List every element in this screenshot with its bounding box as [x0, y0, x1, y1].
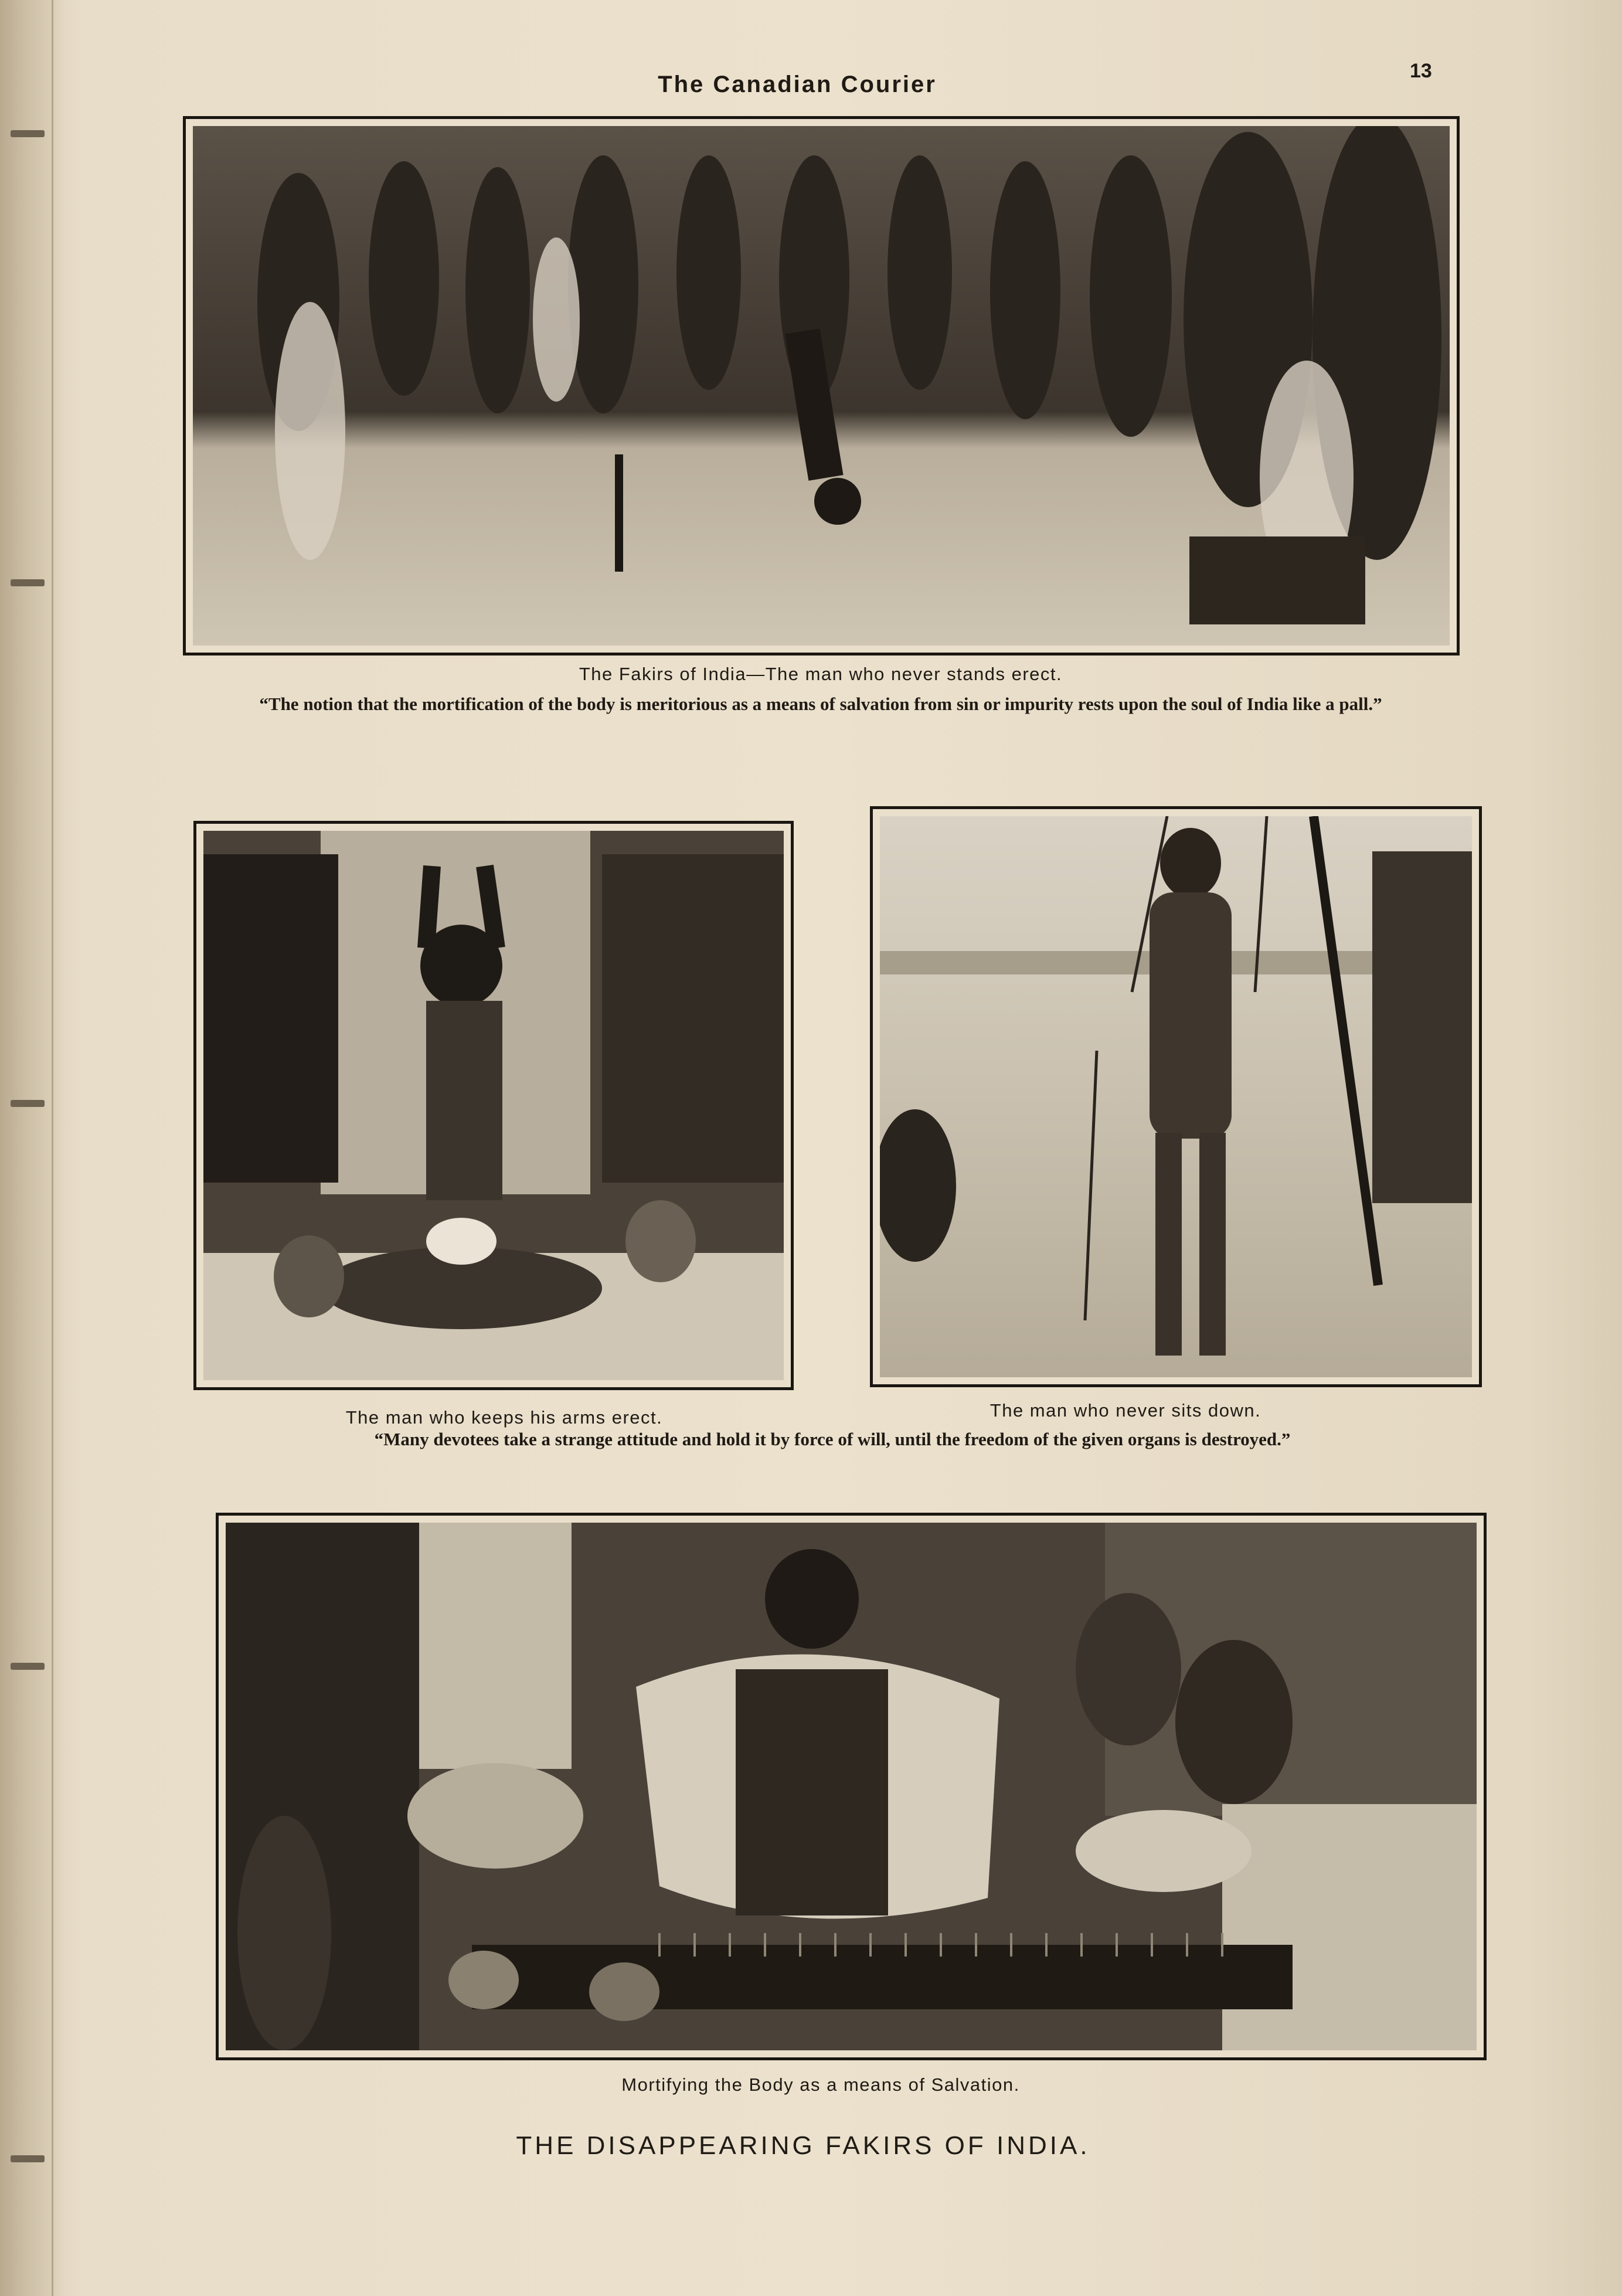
photo-man-never-sits-down — [880, 816, 1472, 1377]
binding-stitch — [11, 1663, 45, 1670]
photo-frame-middle-left — [193, 821, 794, 1390]
photo-man-keeps-arms-erect — [203, 831, 784, 1380]
magazine-title: The Canadian Courier — [658, 72, 937, 97]
binding-stitch — [11, 130, 45, 137]
caption-bottom: Mortifying the Body as a means of Salvation. — [621, 2074, 1020, 2095]
gutter-line — [52, 0, 53, 2296]
page-binding — [0, 0, 64, 2296]
photo-bed-of-nails — [226, 1523, 1477, 2050]
quote-top: “The notion that the mortification of the body is meritorious as a means of salvation from sin or impurity rests upon the soul of India like a pall.” — [259, 694, 1382, 714]
caption-top: The Fakirs of India—The man who never stands erect. — [579, 664, 1063, 684]
page-number: 13 — [1410, 60, 1432, 82]
photo-fakir-never-stands-erect — [193, 126, 1450, 646]
photo-frame-top — [183, 116, 1460, 655]
photo-frame-middle-right — [870, 806, 1482, 1387]
photo-frame-bottom — [216, 1513, 1487, 2060]
binding-stitch — [11, 2155, 45, 2162]
article-title: THE DISAPPEARING FAKIRS OF INDIA. — [516, 2131, 1090, 2160]
quote-middle: “Many devotees take a strange attitude and hold it by force of will, until the freedom of the given organs is destroyed.” — [374, 1429, 1291, 1449]
binding-stitch — [11, 1100, 45, 1107]
caption-middle-right: The man who never sits down. — [989, 1400, 1261, 1421]
caption-middle-left: The man who keeps his arms erect. — [345, 1407, 663, 1428]
binding-stitch — [11, 579, 45, 586]
